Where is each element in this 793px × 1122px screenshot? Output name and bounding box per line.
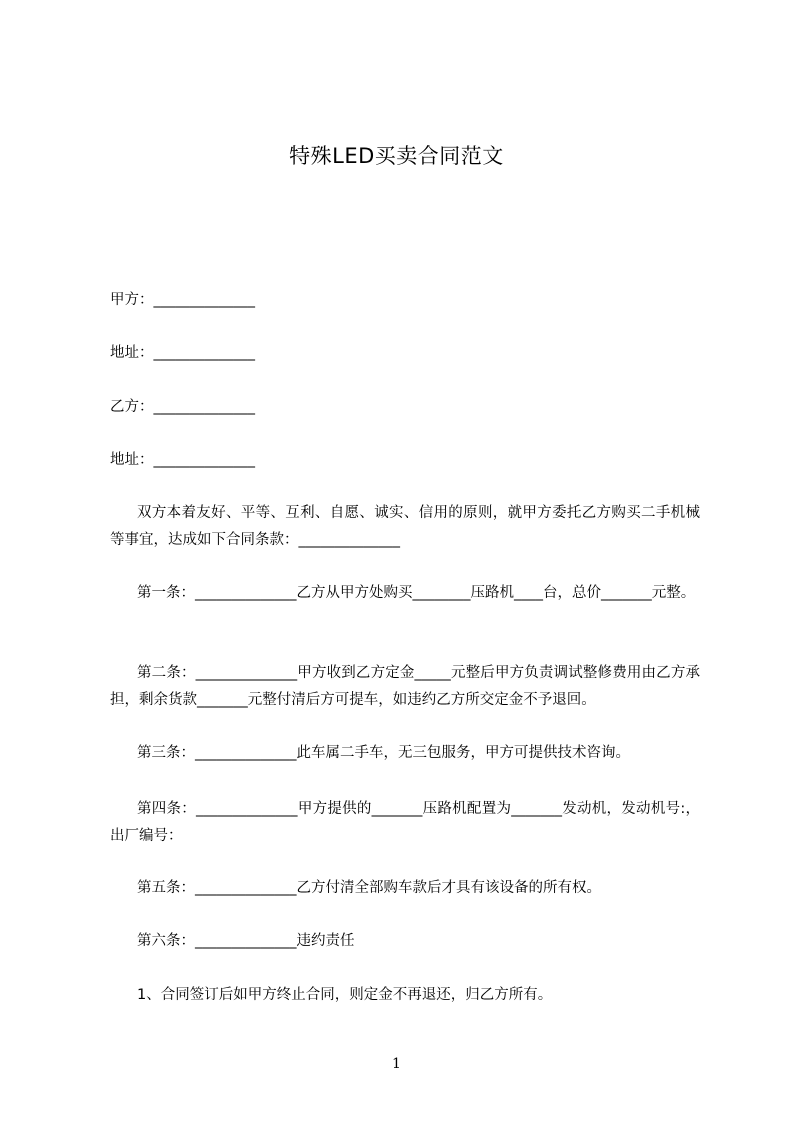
party-b-address-line: 地址：______________ — [110, 452, 255, 468]
clause-1: 第一条：______________乙方从甲方处购买________压路机____台，总价_______元整。 — [137, 585, 696, 601]
party-a-line: 甲方：______________ — [110, 292, 255, 308]
clause-4: 第四条：______________甲方提供的_______压路机配置为_______发动机，发动机号:，出厂编号： — [110, 801, 700, 844]
clause-5: 第五条：______________乙方付清全部购车款后才具有该设备的所有权。 — [137, 880, 601, 896]
clause-6: 第六条：______________违约责任 — [137, 933, 355, 949]
clause-2: 第二条：______________甲方收到乙方定金_____元整后甲方负责调试整修费用由乙方承担，剩余货款_______元整付清后方可提车，如违约乙方所交定金不予退回。 — [110, 665, 700, 708]
page-number: 1 — [392, 1056, 401, 1072]
party-a-address-line: 地址：______________ — [110, 345, 255, 361]
party-b-line: 乙方：______________ — [110, 399, 255, 415]
document-title: 特殊LED买卖合同范文 — [289, 144, 504, 168]
clause-6-item-1: 1、合同签订后如甲方终止合同，则定金不再退还，归乙方所有。 — [137, 987, 553, 1003]
intro-paragraph: 双方本着友好、平等、互利、自愿、诚实、信用的原则，就甲方委托乙方购买二手机械等事宜，达成如下合同条款：______________ — [110, 505, 700, 548]
clause-3: 第三条：______________此车属二手车，无三包服务，甲方可提供技术咨询。 — [137, 745, 630, 761]
